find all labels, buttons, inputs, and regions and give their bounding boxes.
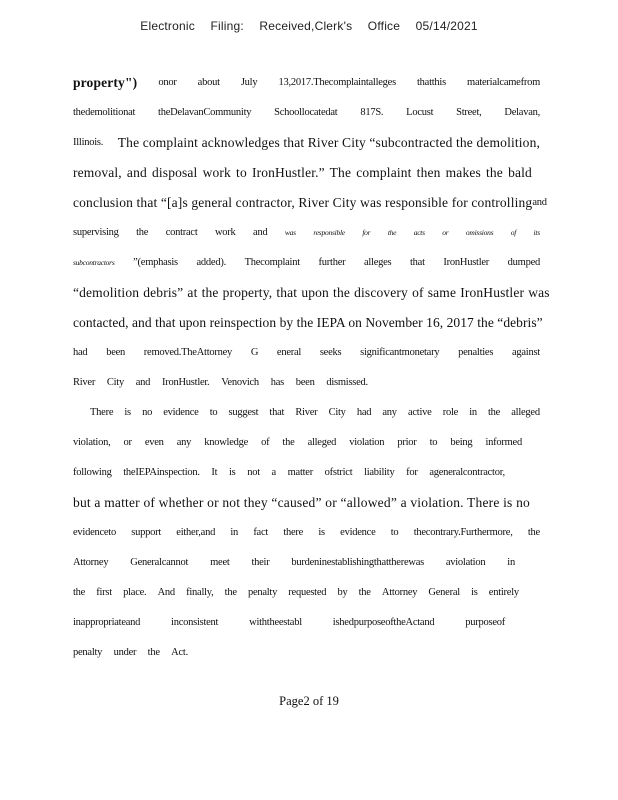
- word: for: [406, 467, 418, 478]
- word: evidenceto: [73, 527, 116, 538]
- word: being: [450, 437, 473, 448]
- emphasis-word: for: [362, 228, 371, 237]
- word: significantmonetary: [360, 347, 440, 358]
- word: July: [240, 77, 258, 88]
- word: And: [157, 587, 175, 598]
- word: to: [390, 527, 399, 538]
- emphasis-word: of: [510, 228, 517, 237]
- word: that: [410, 257, 425, 268]
- word: and: [532, 197, 547, 208]
- word: has: [270, 377, 284, 388]
- word: been: [106, 347, 126, 358]
- word: liability: [364, 467, 395, 478]
- body-line: [73, 308, 543, 338]
- word: penalty: [247, 587, 278, 598]
- word: Act.: [171, 647, 188, 658]
- word: thecontrary.Furthermore,: [413, 527, 513, 538]
- word: suggest: [228, 407, 259, 418]
- word: Schoollocatedat: [274, 107, 338, 118]
- word: work: [214, 227, 236, 238]
- word: support: [131, 527, 162, 538]
- word: matter: [287, 467, 313, 478]
- word: that: [269, 407, 285, 418]
- word: the: [282, 437, 295, 448]
- word: not: [247, 467, 260, 478]
- word: 817S.: [360, 107, 384, 118]
- word: property"): [73, 75, 138, 90]
- word: G: [250, 347, 259, 358]
- body-line: [73, 158, 540, 188]
- word: in: [507, 557, 515, 568]
- body-line: [73, 608, 505, 638]
- word: and: [253, 227, 268, 238]
- word: City: [106, 377, 124, 388]
- body-line: [73, 398, 540, 428]
- word: removed.TheAttorney: [143, 347, 233, 358]
- word: River: [73, 377, 96, 388]
- word: had: [356, 407, 372, 418]
- word: to: [429, 437, 438, 448]
- word: even: [144, 437, 164, 448]
- word: requested: [288, 587, 327, 598]
- sentence: contacted, and that upon reinspection by the IEPA on November 16, 2017 the “debris”: [73, 315, 543, 330]
- word: following: [73, 467, 112, 478]
- word: the: [73, 587, 86, 598]
- word: there: [283, 527, 304, 538]
- word: first: [96, 587, 112, 598]
- sentence: The complaint acknowledges that River City “subcontracted the demolition,: [117, 135, 540, 150]
- word: Attorney: [381, 587, 418, 598]
- word: Venovich: [221, 377, 259, 388]
- body-line: [73, 638, 188, 668]
- word: dumped: [507, 257, 540, 268]
- word: the: [488, 407, 501, 418]
- word: supervising: [73, 227, 119, 238]
- word: the: [224, 587, 237, 598]
- word: had: [73, 347, 88, 358]
- word: theDelavanCommunity: [158, 107, 252, 118]
- word: materialcamefrom: [467, 77, 540, 88]
- body-line: [73, 248, 540, 278]
- body-line: [73, 458, 505, 488]
- word: River: [295, 407, 318, 418]
- word: the: [527, 527, 540, 538]
- body-line: [73, 578, 519, 608]
- emphasis-word: the: [387, 228, 397, 237]
- word: in: [230, 527, 239, 538]
- word: violation: [349, 437, 385, 448]
- word: informed: [485, 437, 522, 448]
- emphasis-word: was: [284, 228, 296, 237]
- word: ofstrict: [324, 467, 353, 478]
- body-line: [73, 518, 540, 548]
- word: thedemolitionat: [73, 107, 136, 118]
- word: is: [471, 587, 478, 598]
- word: evidence: [163, 407, 199, 418]
- word: IronHustler.: [161, 377, 210, 388]
- word: Thecomplaint: [244, 257, 300, 268]
- body-line: [73, 368, 368, 398]
- word: Delavan,: [504, 107, 540, 118]
- word: Illinois.: [73, 137, 104, 148]
- word: the: [358, 587, 371, 598]
- sentence: removal, and disposal work to IronHustler.” The complaint then makes the bald: [73, 165, 532, 180]
- word: any: [382, 407, 397, 418]
- word: seeks: [319, 347, 342, 358]
- filing-header: Electronic Filing: Received,Clerk's Office 05/14/2021: [140, 19, 478, 33]
- word: place.: [123, 587, 147, 598]
- word: prior: [397, 437, 417, 448]
- word: alleges: [363, 257, 392, 268]
- word: contract: [165, 227, 198, 238]
- body-line: [73, 98, 540, 128]
- word: thatthis: [417, 77, 446, 88]
- word: penalties: [458, 347, 494, 358]
- word: evidence: [340, 527, 376, 538]
- emphasis-word: its: [533, 228, 540, 237]
- body-line: [73, 428, 522, 458]
- word: or: [123, 437, 132, 448]
- word: Locust: [406, 107, 434, 118]
- word: is: [318, 527, 325, 538]
- word: alleged: [511, 407, 540, 418]
- word: penalty: [73, 647, 103, 658]
- word: violation,: [73, 437, 111, 448]
- word: fact: [253, 527, 269, 538]
- word: burdeninestablishingthattherewas: [291, 557, 424, 568]
- document-body: [73, 68, 550, 668]
- word: Generalcannot: [130, 557, 189, 568]
- word: entirely: [488, 587, 519, 598]
- word: under: [113, 647, 137, 658]
- sentence: but a matter of whether or not they “caused” or “allowed” a violation. There is no: [73, 495, 530, 510]
- word: a: [271, 467, 276, 478]
- word: theIEPAinspection.: [123, 467, 200, 478]
- body-line: [73, 548, 515, 578]
- emphasis-word: acts: [413, 228, 425, 237]
- word: eneral: [276, 347, 302, 358]
- emphasis-word: omissions: [465, 228, 494, 237]
- word: City: [328, 407, 346, 418]
- word: ishedpurposeoftheActand: [332, 617, 435, 628]
- word: finally,: [186, 587, 214, 598]
- word: role: [442, 407, 459, 418]
- body-line: [73, 188, 547, 218]
- body-line: [73, 218, 540, 248]
- word: inconsistent: [171, 617, 219, 628]
- word: either,and: [176, 527, 216, 538]
- body-line: [73, 68, 540, 98]
- word: ageneralcontractor,: [429, 467, 505, 478]
- word: withtheestabl: [249, 617, 302, 628]
- word: no: [142, 407, 153, 418]
- word: Attorney: [73, 557, 109, 568]
- word: by: [337, 587, 348, 598]
- word: the: [147, 647, 160, 658]
- word: ”(emphasis: [133, 257, 178, 268]
- word: It: [211, 467, 218, 478]
- word: of: [261, 437, 270, 448]
- body-line: [73, 338, 540, 368]
- word: in: [469, 407, 477, 418]
- word: is: [229, 467, 236, 478]
- word: is: [124, 407, 131, 418]
- word: IronHustler: [443, 257, 490, 268]
- word: Street,: [456, 107, 482, 118]
- word: onor: [158, 77, 177, 88]
- word: active: [407, 407, 432, 418]
- page-number: Page2 of 19: [279, 694, 339, 708]
- word: about: [197, 77, 220, 88]
- emphasis-word: or: [442, 228, 449, 237]
- emphasis-word: responsible: [313, 228, 345, 237]
- sentence: conclusion that “[a]s general contractor, River City was responsible for controlling: [73, 195, 533, 210]
- word: knowledge: [204, 437, 249, 448]
- word: any: [176, 437, 192, 448]
- body-line: [73, 488, 540, 518]
- word: and: [135, 377, 151, 388]
- word: aviolation: [445, 557, 486, 568]
- word: There: [90, 407, 114, 418]
- word: against: [511, 347, 540, 358]
- emphasis-word: subcontractors: [73, 258, 115, 267]
- word: their: [251, 557, 270, 568]
- word: added).: [196, 257, 226, 268]
- sentence: “demolition debris” at the property, that upon the discovery of same IronHustler was: [73, 285, 550, 300]
- body-line: [73, 278, 550, 308]
- word: alleged: [307, 437, 337, 448]
- word: dismissed.: [326, 377, 368, 388]
- word: to: [209, 407, 218, 418]
- word: further: [318, 257, 346, 268]
- word: meet: [210, 557, 230, 568]
- word: inappropriateand: [73, 617, 141, 628]
- word: 13,2017.Thecomplaintalleges: [278, 77, 396, 88]
- word: purposeof: [465, 617, 505, 628]
- word: been: [295, 377, 315, 388]
- word: General: [428, 587, 460, 598]
- word: the: [136, 227, 149, 238]
- body-line: [73, 128, 540, 158]
